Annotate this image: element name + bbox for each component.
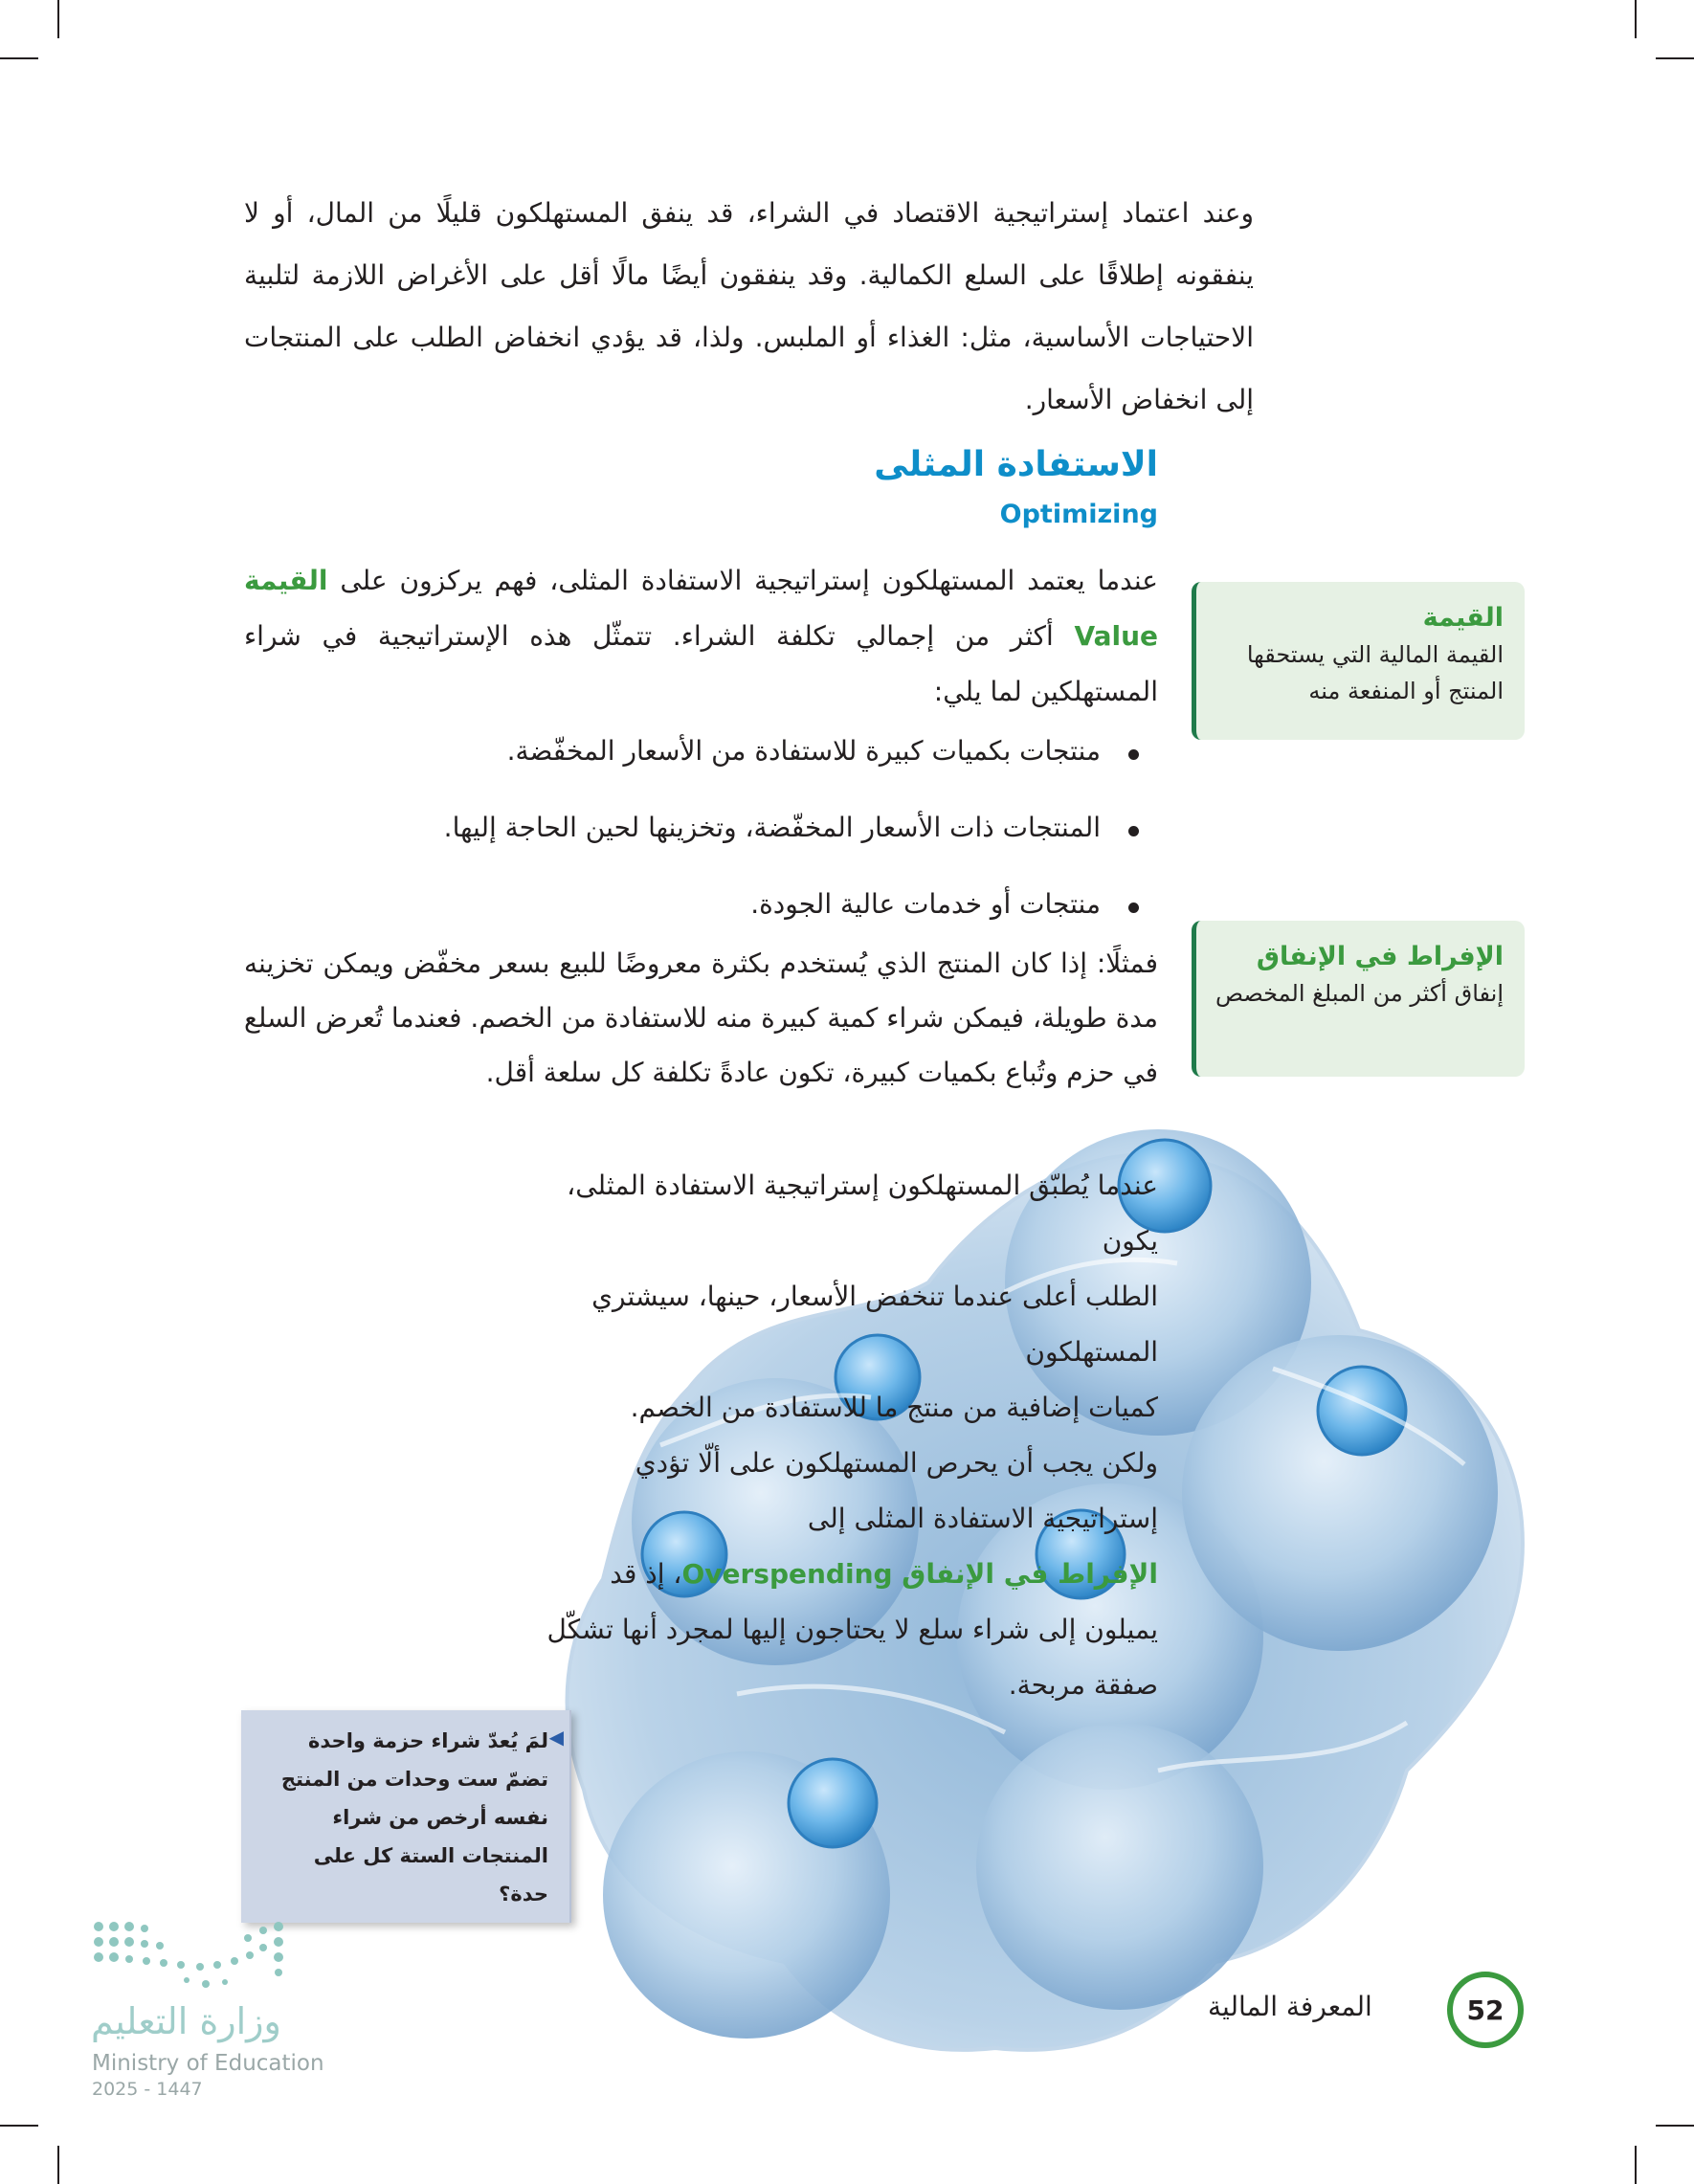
glossary-term: القيمة bbox=[1422, 603, 1504, 633]
optimizing-paragraph bbox=[244, 553, 1158, 720]
example-paragraph: فمثلًا: إذا كان المنتج الذي يُستخدم بكثرة معروضًا للبيع بسعر مخفّض ويمكن تخزينه مدة طويلة، فيمكن شراء كمية كبيرة منه للاستفادة من الخصم. فعندما تُعرض السلع في حزم وتُباع بكميات كبيرة، تكون عادةً تكلفة كل سلعة أقل. bbox=[244, 947, 1158, 1088]
crop-mark bbox=[57, 0, 59, 38]
paragraph-line: إستراتيجية الاستفادة المثلى إلى bbox=[807, 1503, 1158, 1534]
ministry-name-english: Ministry of Education bbox=[92, 2051, 324, 2076]
glossary-term: الإفراط في الإنفاق bbox=[1256, 942, 1504, 971]
triangle-pointer-icon: ◀ bbox=[548, 1726, 564, 1749]
paragraph-text: ، إذ قد يميلون إلى شراء سلع لا يحتاجون إليها لمجرد أنها تشكّل صفقة مربحة. bbox=[546, 1558, 1158, 1701]
paragraph-line: ولكن يجب أن يحرص المستهلكون على ألّا تؤدي bbox=[635, 1447, 1158, 1479]
list-item: منتجات أو خدمات عالية الجودة. bbox=[287, 876, 1139, 952]
paragraph-text: أكثر من إجمالي تكلفة الشراء. تتمثّل هذه الإستراتيجية في شراء المستهلكين لما يلي: bbox=[244, 620, 1158, 707]
page-number: 52 bbox=[1466, 1994, 1505, 2026]
paragraph-line: الطلب أعلى عندما تنخفض الأسعار، حينها، سيشتري المستهلكون bbox=[591, 1281, 1158, 1368]
crop-mark bbox=[1656, 57, 1694, 59]
intro-paragraph: وعند اعتماد إستراتيجية الاقتصاد في الشراء، قد ينفق المستهلكون قليلًا من المال، أو لا ينفقونه إطلاقًا على السلع الكمالية. وقد ينفقون أيضًا مالًا أقل على الأغراض اللازمة لتلبية الاحتياجات الأساسية، مثل: الغذاء أو الملبس. ولذا، قد يؤدي انخفاض الطلب على المنتجات إلى انخفاض الأسعار. bbox=[244, 197, 1254, 415]
strategy-bullet-list bbox=[287, 723, 1139, 952]
ministry-name-arabic: وزارة التعليم bbox=[91, 2000, 281, 2042]
glossary-box-overspending bbox=[1192, 921, 1525, 1077]
page-number-badge bbox=[1447, 1972, 1524, 2048]
section-title: الاستفادة المثلى bbox=[874, 445, 1158, 484]
ministry-logo-dots-icon bbox=[91, 1919, 301, 2000]
paragraph-text: عندما يعتمد المستهلكون إستراتيجية الاستفادة المثلى، فهم يركزون على bbox=[340, 565, 1159, 596]
section-subtitle: Optimizing bbox=[999, 500, 1158, 529]
ministry-year: 2025 - 1447 bbox=[92, 2079, 203, 2100]
book-title: المعرفة المالية bbox=[1208, 1991, 1372, 2022]
key-term-overspending: الإفراط في الإنفاق Overspending bbox=[681, 1558, 1158, 1590]
crop-mark bbox=[57, 2146, 59, 2184]
question-text: لمَ يُعدّ شراء حزمة واحدة تضمّ ست وحدات من المنتج نفسه أرخص من شراء المنتجات الستة كل على حدة؟ bbox=[280, 1729, 548, 1905]
question-box bbox=[241, 1710, 571, 1923]
glossary-box-value bbox=[1192, 582, 1525, 740]
crop-mark bbox=[1635, 0, 1637, 38]
list-item: منتجات بكميات كبيرة للاستفادة من الأسعار المخفّضة. bbox=[287, 723, 1139, 799]
list-item: المنتجات ذات الأسعار المخفّضة، وتخزينها لحين الحاجة إليها. bbox=[287, 799, 1139, 876]
glossary-definition: إنفاق أكثر من المبلغ المخصص bbox=[1215, 980, 1504, 1007]
key-term-value: القيمة Value bbox=[244, 565, 1158, 652]
glossary-definition: القيمة المالية التي يستحقها المنتج أو المنفعة منه bbox=[1246, 641, 1504, 704]
crop-mark bbox=[1635, 2146, 1637, 2184]
crop-mark bbox=[0, 57, 38, 59]
paragraph-line: عندما يُطبّق المستهلكون إستراتيجية الاستفادة المثلى، يكون bbox=[567, 1170, 1158, 1257]
paragraph-line: كميات إضافية من منتج ما للاستفادة من الخصم. bbox=[630, 1392, 1158, 1423]
crop-mark bbox=[1656, 2125, 1694, 2127]
overspending-paragraph bbox=[546, 1158, 1158, 1713]
crop-mark bbox=[0, 2125, 38, 2127]
